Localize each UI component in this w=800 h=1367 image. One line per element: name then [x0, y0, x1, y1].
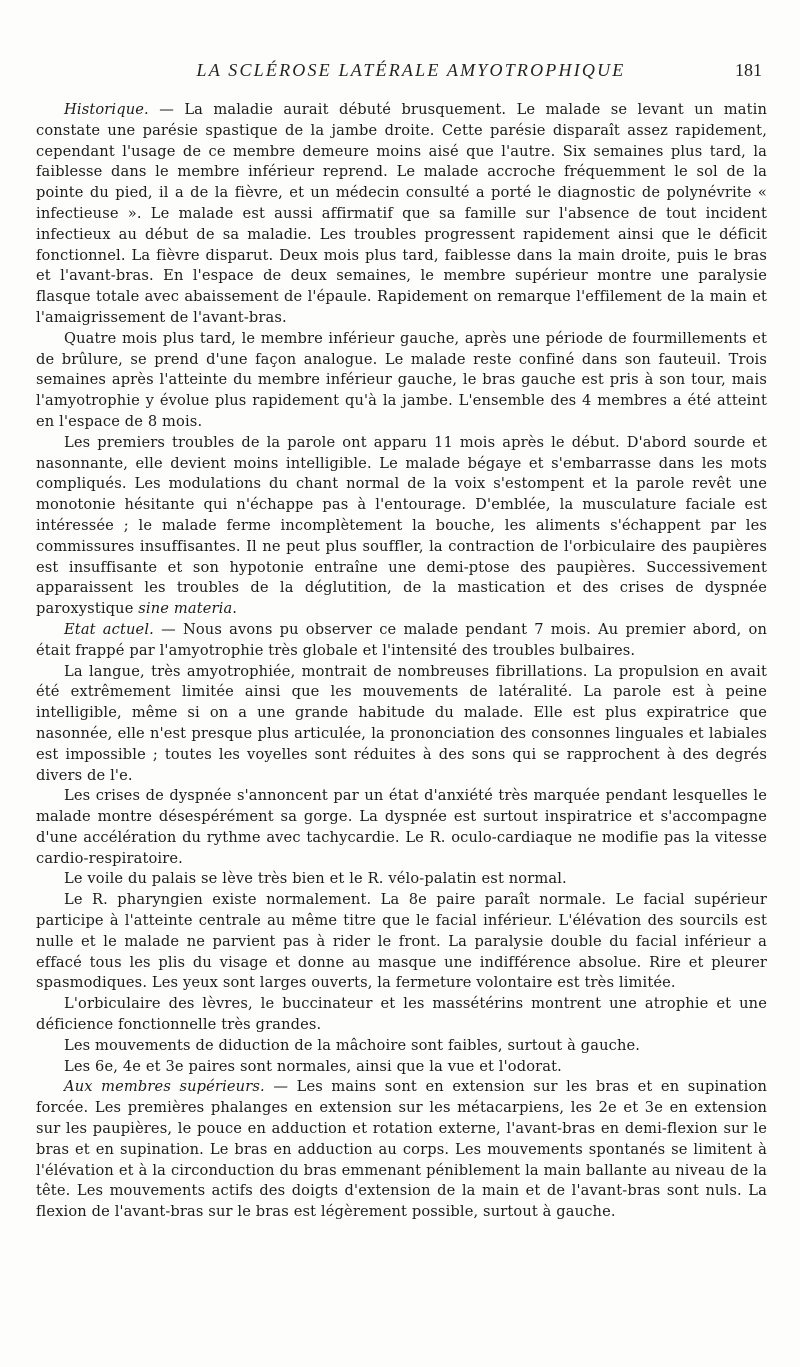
paragraph-text: Le voile du palais se lève très bien et le R. vélo-palatin est normal. [64, 870, 567, 888]
paragraph-tail: . [232, 600, 238, 618]
paragraph [36, 433, 767, 620]
paragraph-text: Quatre mois plus tard, le membre inférieur gauche, après une période de fourmillements et de brûlure, se prend d'une façon analogue. Le malade reste confiné dans son fauteuil. Trois semaines après l'atteinte du membre inférieur gauche, le bras gauche est pris à son tour, mais l'amyotrophie y évolue plus rapidement qu'à la jambe. L'ensemble des 4 membres a été atteint en l'espace de 8 mois. [36, 329, 767, 430]
paragraph-text: Le R. pharyngien existe normalement. La 8e paire paraît normale. Le facial supérieur participe à l'atteinte centrale au même titre que le facial inférieur. L'élévation des sourcils est nulle et le malade ne parvient pas à rider le front. La paralysie double du facial inférieur a effacé tous les plis du visage et donne au masque une indifférence absolue. Rire et pleurer spasmodiques. Les yeux sont larges ouverts, la fermeture volontaire est très limitée. [36, 891, 767, 992]
paragraph-text: Les 6e, 4e et 3e paires sont normales, ainsi que la vue et l'odorat. [64, 1057, 562, 1075]
paragraph [36, 786, 767, 869]
paragraph [36, 1057, 767, 1078]
paragraph-text: Les mouvements de diduction de la mâchoire sont faibles, surtout à gauche. [64, 1036, 641, 1054]
paragraph-historique [36, 100, 767, 329]
paragraph [36, 1036, 767, 1057]
paragraph [36, 662, 767, 787]
paragraph [36, 994, 767, 1036]
paragraph-text: L'orbiculaire des lèvres, le buccinateur et les massétérins montrent une atrophie et une déficience fonctionnelle très grandes. [36, 995, 767, 1034]
page-header [60, 60, 762, 84]
paragraph-text: La langue, très amyotrophiée, montrait de nombreuses fibrillations. La propulsion en avait été extrêmement limitée ainsi que les mouvements de latéralité. La parole est à peine intelligible, même si on a une grande habitude du malade. Elle est plus expiratrice que nasonnée, elle n'est presque plus articulée, la prononciation des consonnes linguales et labiales est impossible ; toutes les voyelles sont réduites à des sons qui se rapprochent à des degrés divers de l'e. [36, 662, 767, 784]
paragraph-etat-actuel [36, 620, 767, 662]
latin-phrase: sine materia [138, 600, 233, 618]
paragraph [36, 329, 767, 433]
paragraph [36, 890, 767, 994]
paragraph-text: — Les mains sont en extension sur les bras et en supination forcée. Les premières phalanges en extension sur les métacarpiens, les 2e et 3e en extension sur les paupières, le pouce en adduction et rotation externe, l'avant-bras en demi-flexion sur le bras et en supination. Le bras en adduction au corps. Les mouvements spontanés se limitent à l'élévation et à la circonduction du bras emmenant péniblement la main ballante au niveau de la tête. Les mouvements actifs des doigts d'extension de la main et de l'avant-bras sont nuls. La flexion de l'avant-bras sur le bras est légèrement possible, surtout à gauche. [36, 1078, 767, 1221]
paragraph-membres-superieurs [36, 1077, 767, 1223]
section-lead-historique: Historique. [64, 101, 149, 118]
paragraph-text: — La maladie aurait débuté brusquement. Le malade se levant un matin constate une parésie spastique de la jambe droite. Cette parésie disparaît assez rapidement, cependant l'usage de ce membre demeure moins aisé que l'autre. Six semaines plus tard, la faiblesse dans le membre inférieur reprend. Le malade accroche fréquemment le sol de la pointe du pied, il a de la fièvre, et un médecin consulté a porté le diagnostic de polynévrite « infectieuse ». Le malade est aussi affirmatif que sa famille sur l'absence de tout incident infectieux au début de sa maladie. Les troubles progressent rapidement ainsi que le déficit fonctionnel. La fièvre disparut. Deux mois plus tard, faiblesse dans la main droite, puis le bras et l'avant-bras. En l'espace de deux semaines, le membre supérieur montre une paralysie flasque totale avec abaissement de l'épaule. Rapidement on remarque l'effilement de la main et l'amaigrissement de l'avant-bras. [36, 101, 767, 326]
paragraph-text: Les crises de dyspnée s'annoncent par un état d'anxiété très marquée pendant lesquelles le malade montre désespérément sa gorge. La dyspnée est surtout inspiratrice et s'accompagne d'une accélération du rythme avec tachycardie. Le R. oculo-cardiaque ne modifie pas la vitesse cardio-respiratoire. [36, 787, 767, 867]
body-text [36, 100, 767, 1223]
paragraph-text: Les premiers troubles de la parole ont apparu 11 mois après le début. D'abord sourde et nasonnante, elle devient moins intelligible. Le malade bégaye et s'embarrasse dans les mots compliqués. Les modulations du chant normal de la voix s'estompent et la parole revêt une monotonie hésitante qui n'échappe pas à l'entourage. D'emblée, la musculature faciale est intéressée ; le malade ferme incomplètement la bouche, les aliments s'échappent par les commissures insuffisantes. Il ne peut plus souffler, la contraction de l'orbiculaire des paupières est insuffisante et son hypotonie entraîne une demi-ptose des paupières. Successivement apparaissent les troubles de la déglutition, de la mastication et des crises de dyspnée paroxystique [36, 433, 767, 618]
paragraph-text: — Nous avons pu observer ce malade pendant 7 mois. Au premier abord, on était frappé par l'amyotrophie très globale et l'intensité des troubles bulbaires. [36, 620, 767, 659]
running-title: LA SCLÉROSE LATÉRALE AMYOTROPHIQUE [196, 60, 626, 80]
paragraph [36, 869, 767, 890]
page-number: 181 [735, 60, 762, 80]
section-lead-etat-actuel: Etat actuel. [64, 620, 154, 638]
section-lead-membres-superieurs: Aux membres supérieurs. [64, 1078, 265, 1096]
